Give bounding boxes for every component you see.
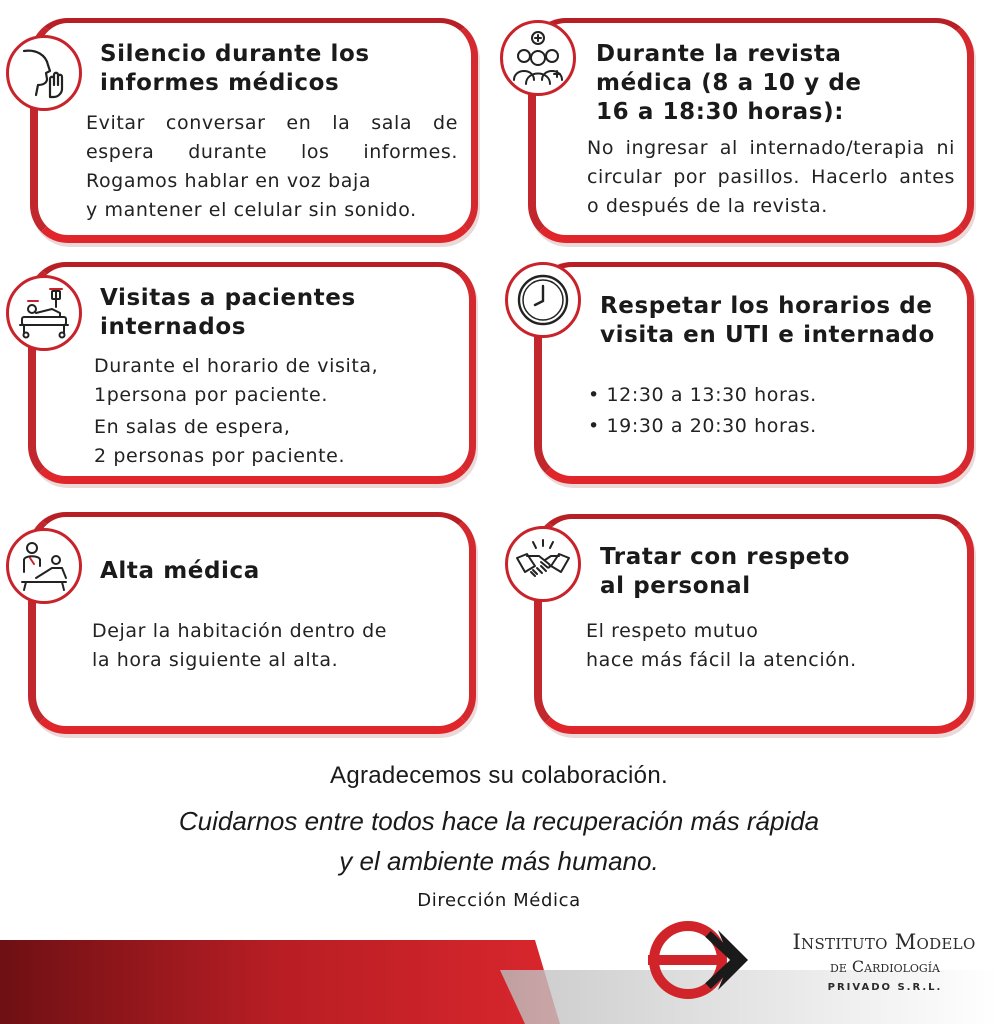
card-title: Silencio durante los informes médicos xyxy=(100,41,370,96)
logo-name-line-1: Instituto Modelo xyxy=(792,930,976,954)
signature: Dirección Médica xyxy=(417,890,581,911)
card-body: Durante el horario de visita, 1persona por paciente. xyxy=(94,355,379,406)
hospital-bed-icon xyxy=(16,285,72,341)
icon-circle-alta xyxy=(6,528,82,604)
clock-icon xyxy=(515,272,571,328)
card-body: El respeto mutuo hace más fácil la atención. xyxy=(586,620,857,671)
icon-circle-visitas xyxy=(6,275,82,351)
logo-name-line-3: PRIVADO S.R.L. xyxy=(827,982,943,993)
card-body: No ingresar al internado/terapia ni circular por pasillos. Hacerlo antes o después de la revista. xyxy=(587,137,955,217)
closing-line-2: y el ambiente más humano. xyxy=(339,846,659,876)
handshake-icon xyxy=(515,536,571,592)
schedule-item: • 19:30 a 20:30 horas. xyxy=(588,415,817,437)
institute-logo-icon xyxy=(648,920,764,1000)
card-title: Alta médica xyxy=(100,558,260,584)
doctor-patient-icon xyxy=(16,538,72,594)
card-title: Tratar con respeto al personal xyxy=(600,544,850,599)
medical-staff-icon xyxy=(510,30,566,86)
card-body-2: En salas de espera, 2 personas por paciente. xyxy=(94,416,346,467)
logo-name-line-2: de Cardiología xyxy=(830,957,940,976)
closing-line-1: Cuidarnos entre todos hace la recuperación más rápida xyxy=(178,806,820,836)
thanks-text: Agradecemos su colaboración. xyxy=(330,762,668,789)
schedule-item: • 12:30 a 13:30 horas. xyxy=(588,384,817,406)
card-title: Durante la revista médica (8 a 10 y de 16 a 18:30 horas): xyxy=(596,41,862,125)
card-title: Respetar los horarios de visita en UTI e internado xyxy=(600,293,935,348)
icon-circle-horarios xyxy=(505,262,581,338)
card-body: Dejar la habitación dentro de la hora siguiente al alta. xyxy=(92,620,388,671)
face-hush-icon xyxy=(16,45,72,101)
card-title: Visitas a pacientes internados xyxy=(100,285,356,340)
icon-circle-respeto xyxy=(505,526,581,602)
card-body: Evitar conversar en la sala de espera durante los informes. Rogamos hablar en voz baja y mantener el celular sin sonido. xyxy=(86,112,458,221)
icon-circle-silencio xyxy=(6,35,82,111)
icon-circle-revista xyxy=(500,20,576,96)
